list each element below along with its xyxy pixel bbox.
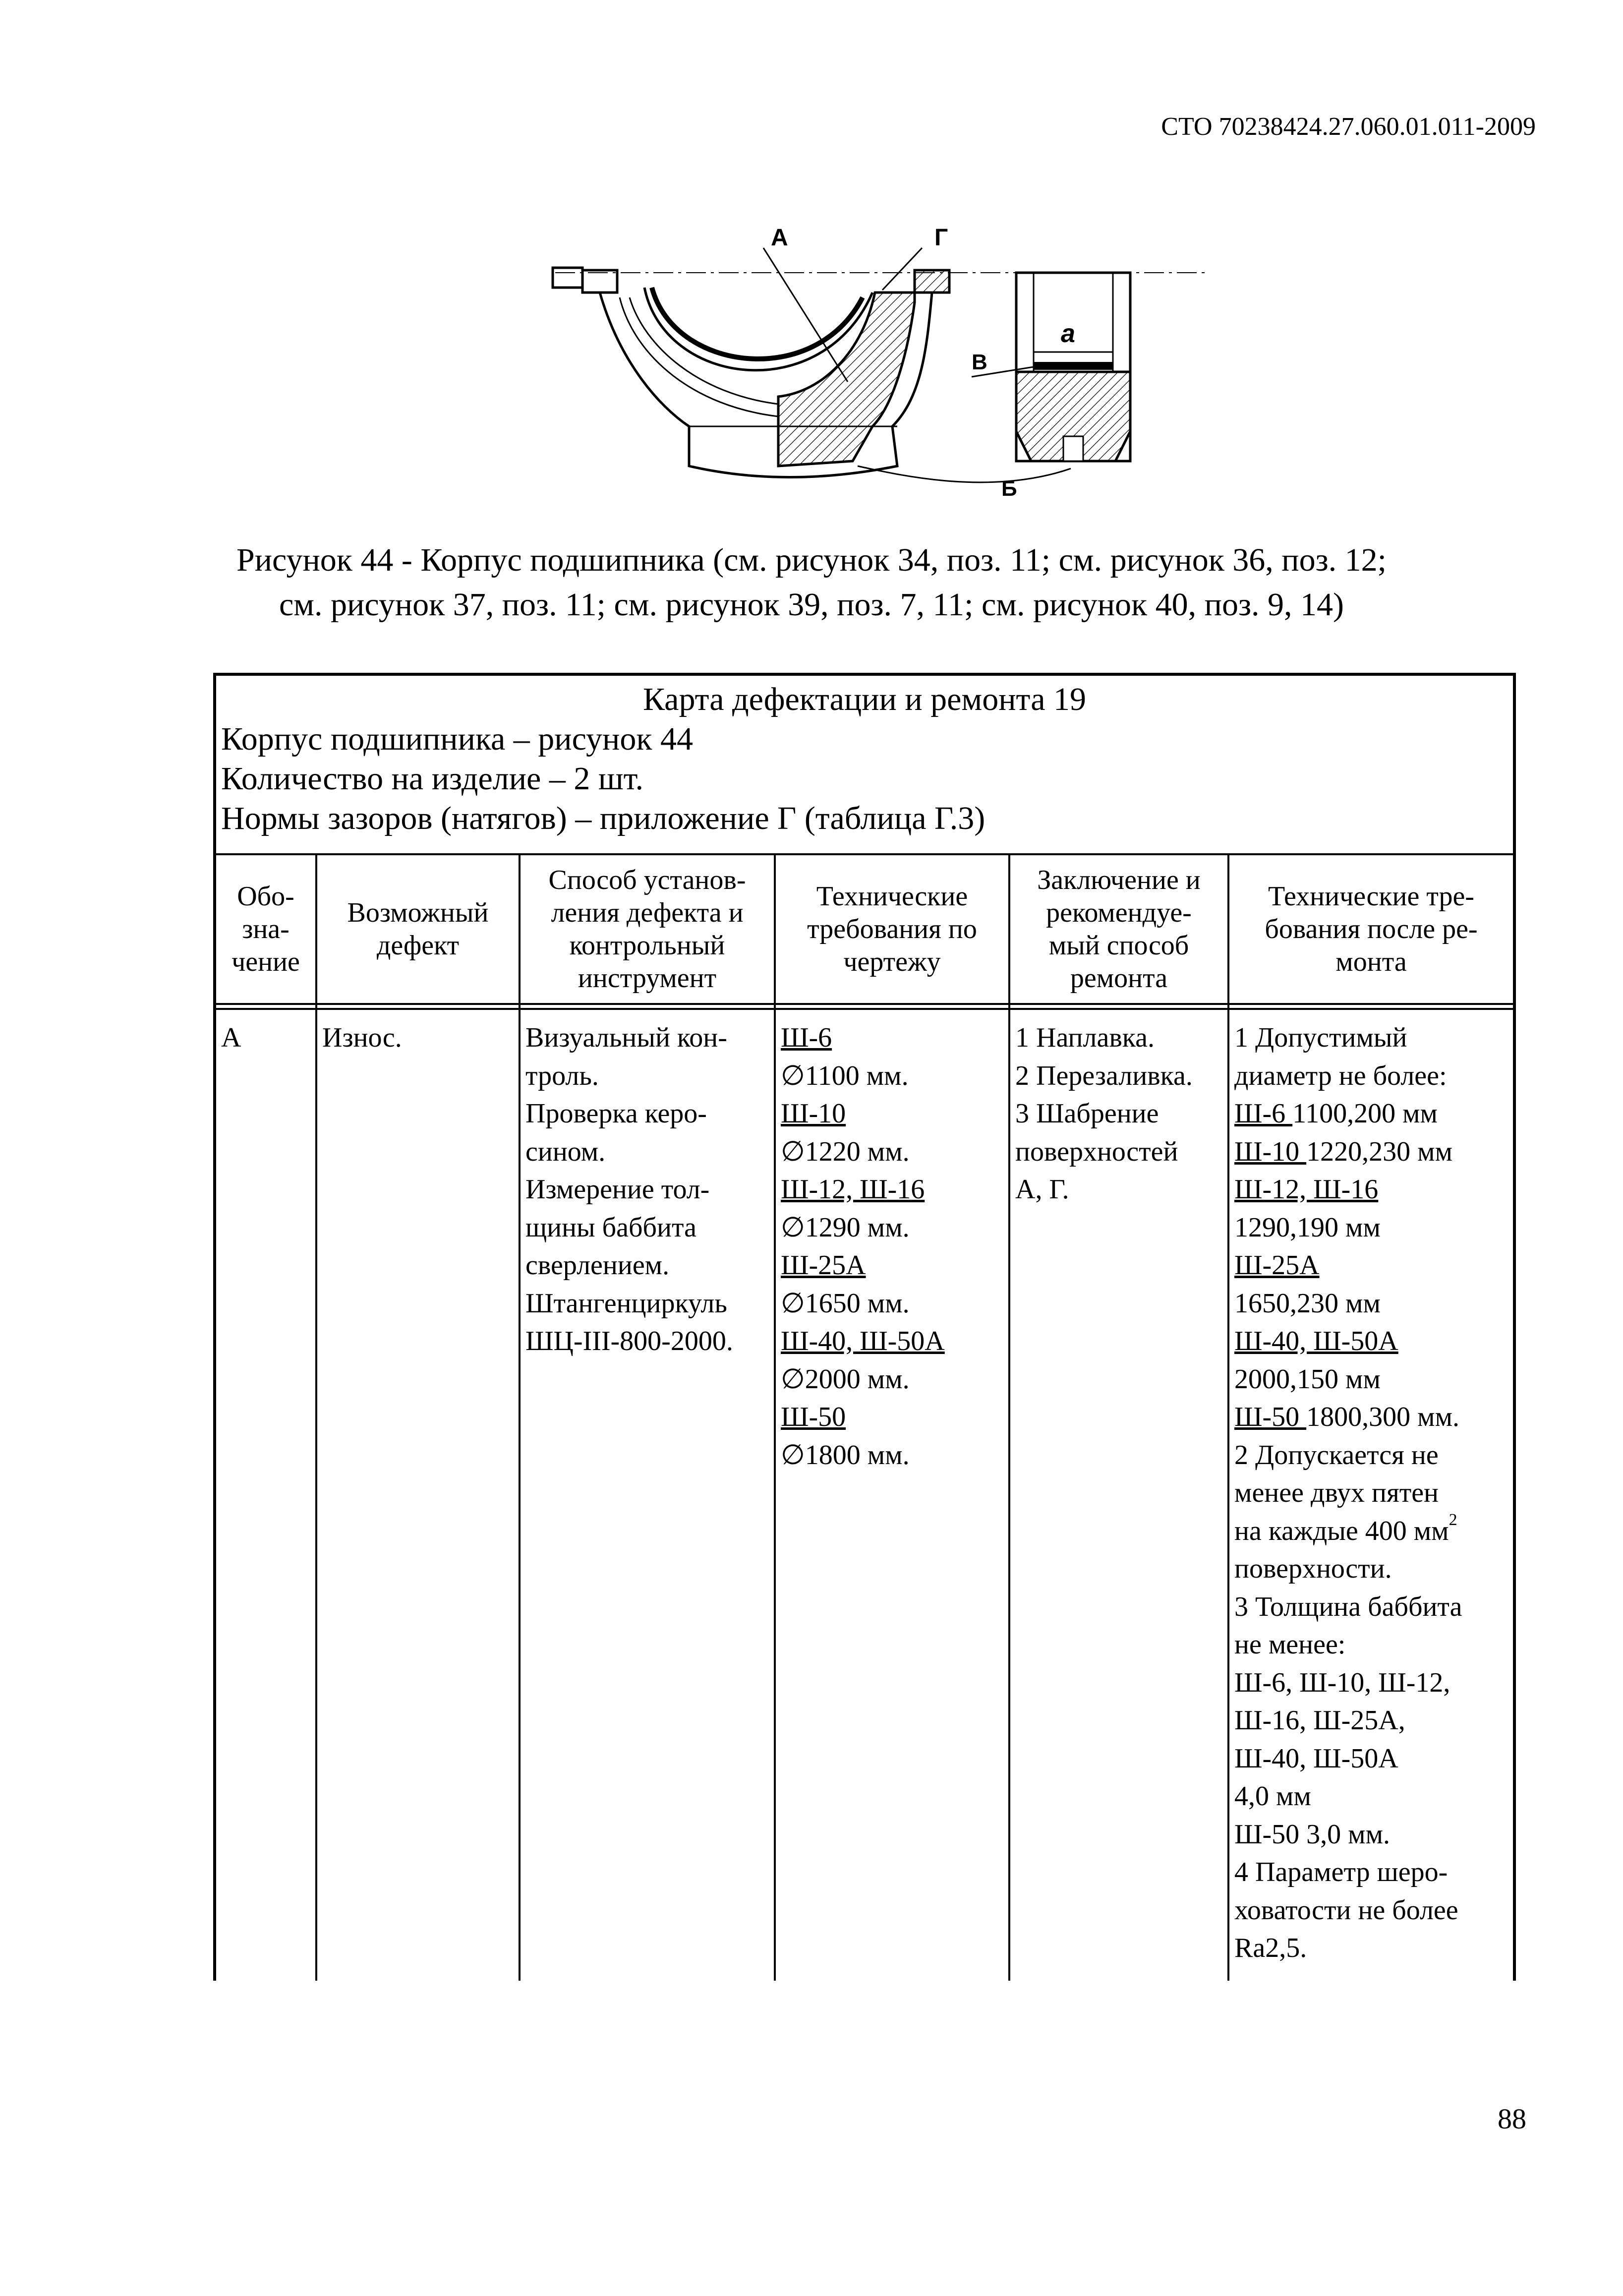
cell-conclusion: 1 Наплавка. 2 Перезаливка. 3 Шабрение поверхностей А, Г. [1015,1022,1193,1205]
cell-after-repair: 1 Допустимый диаметр не более: Ш-6 1100,200 мм Ш-10 1220,230 мм Ш-12, Ш-16 1290,190 мм Ш-25А 1650,230 мм Ш-40, Ш-50А 2000,150 мм Ш-50 1800,300 мм. 2 Допускается не менее двух пятен на каждые 400 $мм^2$ поверхности. 3 Толщина баббита не менее: Ш-6, Ш-10, Ш-12, Ш-16, Ш-25А, Ш-40, Ш-50А 4,0 мм Ш-50 3,0 мм. 4 Параметр шеро- ховатости не более Ra2,5. [1234,1022,1462,1963]
header-designation: Обо- зна- чение [232,881,300,977]
header-method: Способ установ- ления дефекта и контрольный инструмент [548,865,746,994]
header-separator [216,1003,1513,1010]
card-header [216,676,1513,855]
label-a-upper: А [771,225,788,251]
document-code: СТО 70238424.27.060.01.011-2009 [1161,113,1536,141]
label-g: Г [934,225,948,251]
cell-method: Визуальный кон- троль. Проверка керо- сином. Измерение тол- щины баббита сверлением. Штангенциркуль ШЦ-III-800-2000. [525,1022,733,1356]
cell-tech-requirements: Ш-6 ∅1100 мм. Ш-10 ∅1220 мм. Ш-12, Ш-16 ∅1290 мм. Ш-25А ∅1650 мм. Ш-40, Ш-50А ∅2000 мм. Ш-50 ∅1800 мм. [781,1022,945,1471]
label-v: В [972,350,987,374]
cell-designation: А [221,1022,241,1053]
header-after-repair: Технические тре- бования после ре- монта [1265,881,1478,977]
card-title: Карта дефектации и ремонта 19 [643,681,1086,717]
header-defect: Возможный дефект [347,897,489,961]
page-number: 88 [1498,2103,1526,2135]
caption-line-2: см. рисунок 37, поз. 11; см. рисунок 39, поз. 7, 11; см. рисунок 40, поз. 9, 14) [279,587,1344,623]
cell-defect: Износ. [322,1022,402,1053]
defect-repair-card [213,673,1516,1981]
bearing-housing-drawing [545,198,1219,516]
defect-table [216,855,1513,1981]
figure-caption [149,538,1474,627]
header-conclusion: Заключение и рекомендуе- мый способ ремонта [1037,865,1201,994]
card-part: Корпус подшипника – рисунок 44 [221,721,693,757]
label-a-lower: а [1061,319,1075,348]
card-quantity: Количество на изделие – 2 шт. [221,761,644,797]
header-tech-requirements: Технические требования по чертежу [807,881,977,977]
label-b: Б [1001,476,1017,501]
bearing-housing-svg [545,198,1219,516]
card-norms: Нормы зазоров (натягов) – приложение Г (таблица Г.3) [221,800,985,836]
caption-line-1: Рисунок 44 - Корпус подшипника (см. рисунок 34, поз. 11; см. рисунок 36, поз. 12; [236,542,1387,578]
